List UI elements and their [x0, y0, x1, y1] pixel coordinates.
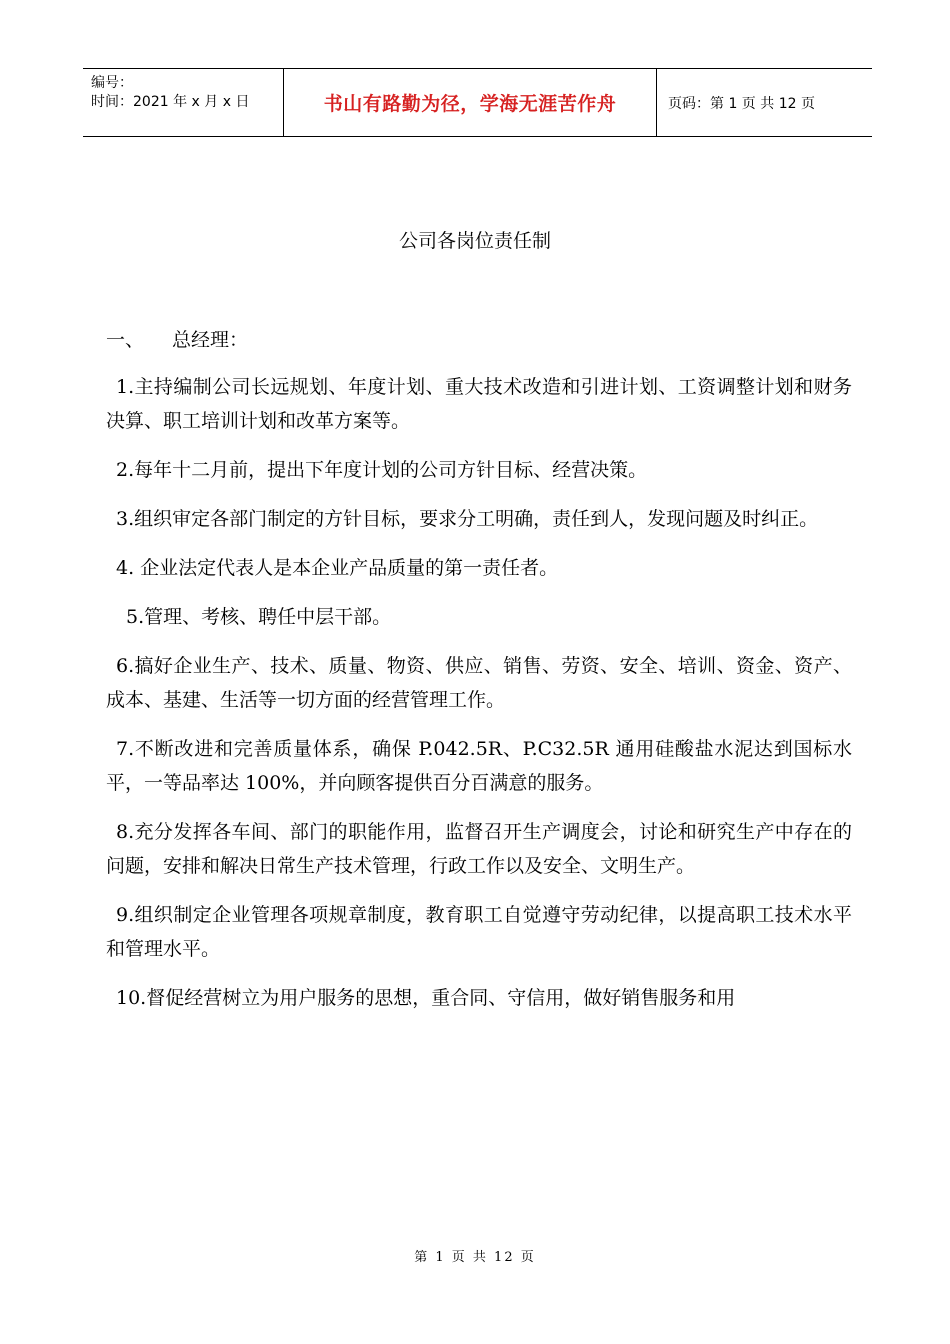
paragraph-10: 10.督促经营树立为用户服务的思想，重合同、守信用，做好销售服务和用 [116, 987, 736, 1009]
paragraph-5: 5.管理、考核、聘任中层干部。 [126, 606, 392, 628]
header-motto-cell [283, 69, 657, 136]
page-header [83, 68, 872, 137]
paragraph-8: 8.充分发挥各车间、部门的职能作用，监督召开生产调度会，讨论和研究生产中存在的问题，安排和解决日常生产技术管理，行政工作以及安全、文明生产。 [106, 821, 852, 877]
header-meta [83, 69, 283, 136]
paragraph-3: 3.组织审定各部门制定的方针目标，要求分工明确，责任到人，发现问题及时纠正。 [116, 508, 819, 530]
motto-text: 书山有路勤为径，学海无涯苦作舟 [323, 93, 617, 115]
paragraph-6: 6.搞好企业生产、技术、质量、物资、供应、销售、劳资、安全、培训、资金、资产、成本、基建、生活等一切方面的经营管理工作。 [106, 655, 852, 711]
doc-time: 时间：2021 年 x 月 x 日 [91, 94, 250, 110]
page-footer: 第 1 页 共 12 页 [414, 1250, 536, 1265]
paragraph-9: 9.组织制定企业管理各项规章制度，教育职工自觉遵守劳动纪律，以提高职工技术水平和管理水平。 [106, 904, 852, 960]
paragraph-1: 1.主持编制公司长远规划、年度计划、重大技术改造和引进计划、工资调整计划和财务决算、职工培训计划和改革方案等。 [106, 376, 852, 432]
paragraph-7: 7.不断改进和完善质量体系，确保 P.042.5R、P.C32.5R 通用硅酸盐水泥达到国标水平，一等品率达 100%，并向顾客提供百分百满意的服务。 [106, 738, 852, 794]
header-page-info: 页码：第 1 页 共 12 页 [668, 95, 815, 112]
paragraph-2: 2.每年十二月前，提出下年度计划的公司方针目标、经营决策。 [116, 459, 648, 481]
section-title: 总经理： [172, 329, 249, 351]
section-number: 一、 [106, 329, 145, 351]
section-heading [106, 325, 248, 352]
doc-number: 编号： [91, 75, 133, 91]
paragraph-4: 4. 企业法定代表人是本企业产品质量的第一责任者。 [116, 557, 559, 579]
document-body [106, 370, 852, 1030]
document-title: 公司各岗位责任制 [398, 230, 551, 252]
